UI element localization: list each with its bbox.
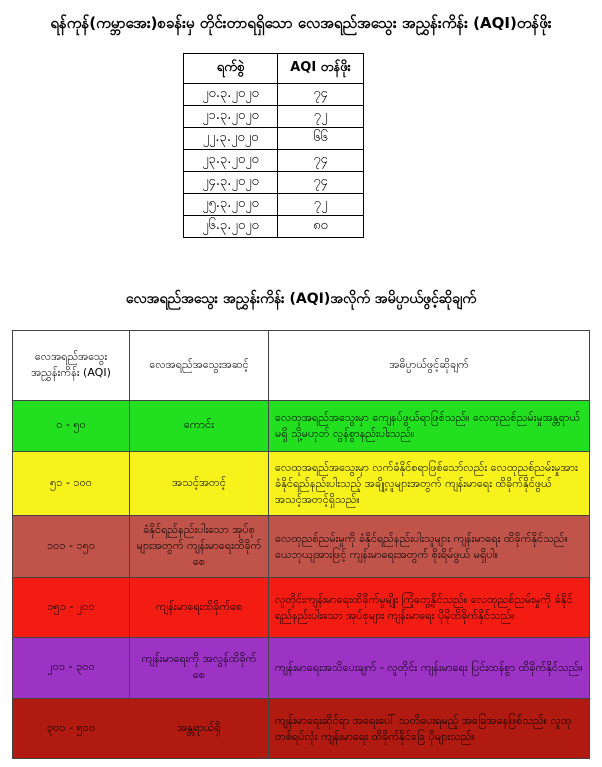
page-title: ရန်ကုန်(ကမ္ဘာအေး)စခန်းမှ တိုင်းတာရရှိသော လေအရည်အသွေး အညွှန်းကိန်း (AQI)တန်ဖိုး [50,14,552,32]
quality-level-cell: ကျန်းမာရေးထိခိုက်စေ [130,578,269,638]
advice-row-moderate [13,452,590,516]
aqi-cell: ၇၄ [278,172,364,194]
table-row [184,194,364,216]
table-row [184,172,364,194]
advice-row-hazardous [13,699,590,759]
aqi-range-cell: ၀ - ၅၀ [13,401,130,452]
definition-cell: လေထုအရည်အသွေးမှာ လက်ခံနိုင်စရာဖြစ်သော်လည်း လေထုညစ်ညမ်းမှုအား ခံနိုင်ရည်နည်းပါးသည့် အချို့လူများအတွက် ကျန်းမာရေး ထိခိုက်နိုင်ဖွယ် အသင့်အတင့်ရှိသည်။ [269,452,590,516]
aqi-column-header: AQI တန်ဖိုး [278,54,364,84]
date-column-header: ရက်စွဲ [184,54,278,84]
date-cell: ၂၃.၃.၂၀၂၀ [184,150,278,172]
aqi-cell: ၇၄ [278,84,364,106]
advice-row-sensitive [13,516,590,578]
aqi-cell: ၇၂ [278,106,364,128]
aqi-range-cell: ၃၀၁ - ၅၀၀ [13,699,130,759]
quality-level-cell: အန္တရာယ်ရှိ [130,699,269,759]
quality-level-cell: ကျန်းမာရေးကို အလွန်ထိခိုက်စေ [130,638,269,699]
definition-cell: လူတိုင်းကျန်းမာရေးထိခိုက်မှုမျိုး ကြုံတွေ့နိုင်သည်။ လေထုညစ်ညမ်းမှုကို ခံနိုင်ရည်နည်းပါးသော အုပ်စုများ ကျန်းမာရေး ပိုမိုထိခိုက်နိုင်သည်။ [269,578,590,638]
aqi-cell: ၆၆ [278,128,364,150]
definition-cell: ကျန်းမာရေးဆိုင်ရာ အရေးပေါ် သတိပေးရမည့် အခြေအနေဖြစ်သည်။ လူထုတစ်ရပ်လုံး ကျန်းမာရေး ထိခိုက်နိုင်ခြေ ပိုများသည်။ [269,699,590,759]
aqi-range-header: လေအရည်အသွေး အညွှန်းကိန်း (AQI) [13,331,130,401]
definition-cell: လေထုညစ်ညမ်းမှုကို ခံနိုင်ရည်နည်းပါးသူများ ကျန်းမာရေး ထိခိုက်နိုင်သည်။ ယေဘုယျအားဖြင့် ကျန်းမာရေးအတွက် စိုးရိမ်ဖွယ် မရှိပါ။ [269,516,590,578]
quality-level-header: လေအရည်အသွေးအဆင့် [130,331,269,401]
date-cell: ၂၁.၃.၂၀၂၀ [184,106,278,128]
advice-row-very-unhealthy [13,638,590,699]
table-row [184,106,364,128]
definition-cell: ကျန်းမာရေးအသိပေးချက် - လူတိုင်း ကျန်းမာရေး ပြင်းထန်စွာ ထိခိုက်နိုင်သည်။ [269,638,590,699]
date-cell: ၂၀.၃.၂၀၂၀ [184,84,278,106]
quality-level-cell: အသင့်အတင့် [130,452,269,516]
advice-row-unhealthy [13,578,590,638]
date-cell: ၂၆.၃.၂၀၂၀ [184,216,278,238]
table-header-row [184,54,364,84]
table-row [184,150,364,172]
aqi-cell: ၇၄ [278,150,364,172]
quality-level-cell: ခံနိုင်ရည်နည်းပါးသော အုပ်စုများအတွက် ကျန်းမာရေးထိခိုက်စေ [130,516,269,578]
table-row [184,216,364,238]
quality-level-cell: ကောင်း [130,401,269,452]
definition-header: အဓိပ္ပာယ်ဖွင့်ဆိုချက် [269,331,590,401]
date-cell: ၂၂.၃.၂၀၂၀ [184,128,278,150]
aqi-range-cell: ၂၀၁ - ၃၀၀ [13,638,130,699]
aqi-advice-table [12,330,590,759]
advice-title: လေအရည်အသွေး အညွှန်းကိန်း (AQI)အလိုက် အမိပ္ပာယ်ဖွင့်ဆိုချက် [125,291,477,307]
aqi-range-cell: ၁၅၁ - ၂၀၀ [13,578,130,638]
aqi-cell: ၇၂ [278,194,364,216]
date-cell: ၂၄.၃.၂၀၂၀ [184,172,278,194]
definition-cell: လေထုအရည်အသွေးမှာ ကျေနပ်ဖွယ်ရာဖြစ်သည်။ လေထုညစ်ညမ်းမှုအန္တရာယ်မရှိ သို့မဟုတ် လွန်စွာနည်းပါးသည်။ [269,401,590,452]
table-row [184,128,364,150]
aqi-range-cell: ၅၁ - ၁၀၀ [13,452,130,516]
date-cell: ၂၅.၃.၂၀၂၀ [184,194,278,216]
advice-row-good [13,401,590,452]
advice-header-row [13,331,590,401]
daily-aqi-table [183,53,364,238]
table-row [184,84,364,106]
aqi-range-cell: ၁၀၁ - ၁၅၀ [13,516,130,578]
aqi-cell: ၈၀ [278,216,364,238]
